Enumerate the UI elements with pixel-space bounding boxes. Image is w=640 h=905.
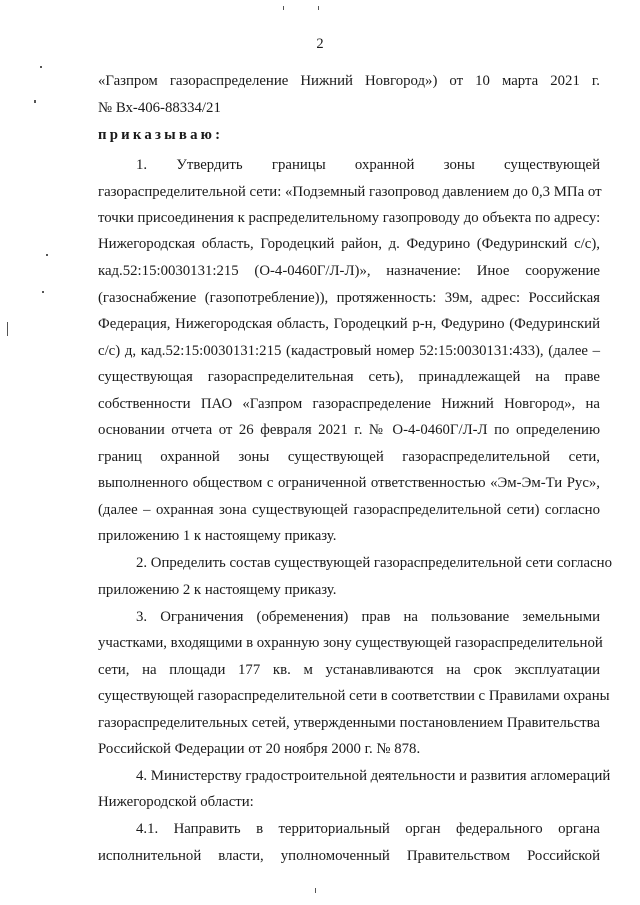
text-line: (далее – охранная зона существующей газораспределительной сети) согласно — [98, 502, 600, 518]
text-line: 4.1. Направить в территориальный орган федерального органа — [136, 821, 600, 837]
text-line: приложению 2 к настоящему приказу. — [98, 582, 337, 598]
text-line: газораспределительных сетей, утвержденными постановлением Правительства — [98, 715, 600, 731]
text-line: точки присоединения к распределительному газопроводу до объекта по адресу: — [98, 210, 601, 226]
text-line: приложению 1 к настоящему приказу. — [98, 528, 337, 544]
text-line: исполнительной власти, уполномоченный Правительством Российской — [98, 848, 600, 864]
scan-mark — [318, 6, 319, 10]
text-line: № Вх-406-88334/21 — [98, 100, 221, 116]
scan-mark — [315, 888, 316, 893]
scan-mark — [7, 322, 8, 336]
order-heading: приказываю: — [98, 127, 224, 143]
text-line: с/с) д, кад.52:15:0030131:215 (кадастровый номер 52:15:0030131:433), (далее – — [98, 343, 600, 359]
text-line: Нижегородская область, Городецкий район, д. Федурино (Федуринский с/с), — [98, 236, 600, 252]
text-line: (газоснабжение (газопотребление)), протяженность: 39м, адрес: Российская — [98, 290, 600, 306]
text-line: «Газпром газораспределение Нижний Новгород») от 10 марта 2021 г. — [98, 73, 600, 89]
text-line: основании отчета от 26 февраля 2021 г. № О-4-0460Г/Л-Л по определению — [98, 422, 600, 438]
scan-mark — [40, 66, 42, 68]
text-line: существующей газораспределительной сети в соответствии с Правилами охраны — [98, 688, 610, 704]
page-number: 2 — [316, 36, 324, 52]
text-line: газораспределительной сети: «Подземный газопровод давлением до 0,3 МПа от — [98, 184, 602, 200]
scan-mark — [42, 291, 44, 293]
text-line: существующая газораспределительная сеть), принадлежащей на праве — [98, 369, 600, 385]
text-line: кад.52:15:0030131:215 (О-4-0460Г/Л-Л)», назначение: Иное сооружение — [98, 263, 600, 279]
text-line: сети, на площади 177 кв. м устанавливаются на срок эксплуатации — [98, 662, 600, 678]
scan-mark — [46, 254, 48, 256]
scan-mark — [34, 100, 36, 103]
text-line: границ охранной зоны существующей газораспределительной сети, — [98, 449, 600, 465]
text-line: Федерация, Нижегородская область, Городецкий р-н, Федурино (Федуринский — [98, 316, 600, 332]
text-line: 1. Утвердить границы охранной зоны существующей — [136, 157, 600, 173]
scan-mark — [283, 6, 284, 10]
text-line: собственности ПАО «Газпром газораспределение Нижний Новгород», на — [98, 396, 600, 412]
text-line: Российской Федерации от 20 ноября 2000 г. № 878. — [98, 741, 421, 757]
text-line: 3. Ограничения (обременения) прав на пользование земельными — [136, 609, 600, 625]
text-line: 2. Определить состав существующей газораспределительной сети согласно — [136, 555, 612, 571]
text-line: Нижегородской области: — [98, 794, 254, 810]
text-line: участками, входящими в охранную зону существующей газораспределительной — [98, 635, 603, 651]
text-line: выполненного обществом с ограниченной ответственностью «Эм-Эм-Ти Рус», — [98, 475, 600, 491]
text-line: 4. Министерству градостроительной деятельности и развития агломераций — [136, 768, 611, 784]
